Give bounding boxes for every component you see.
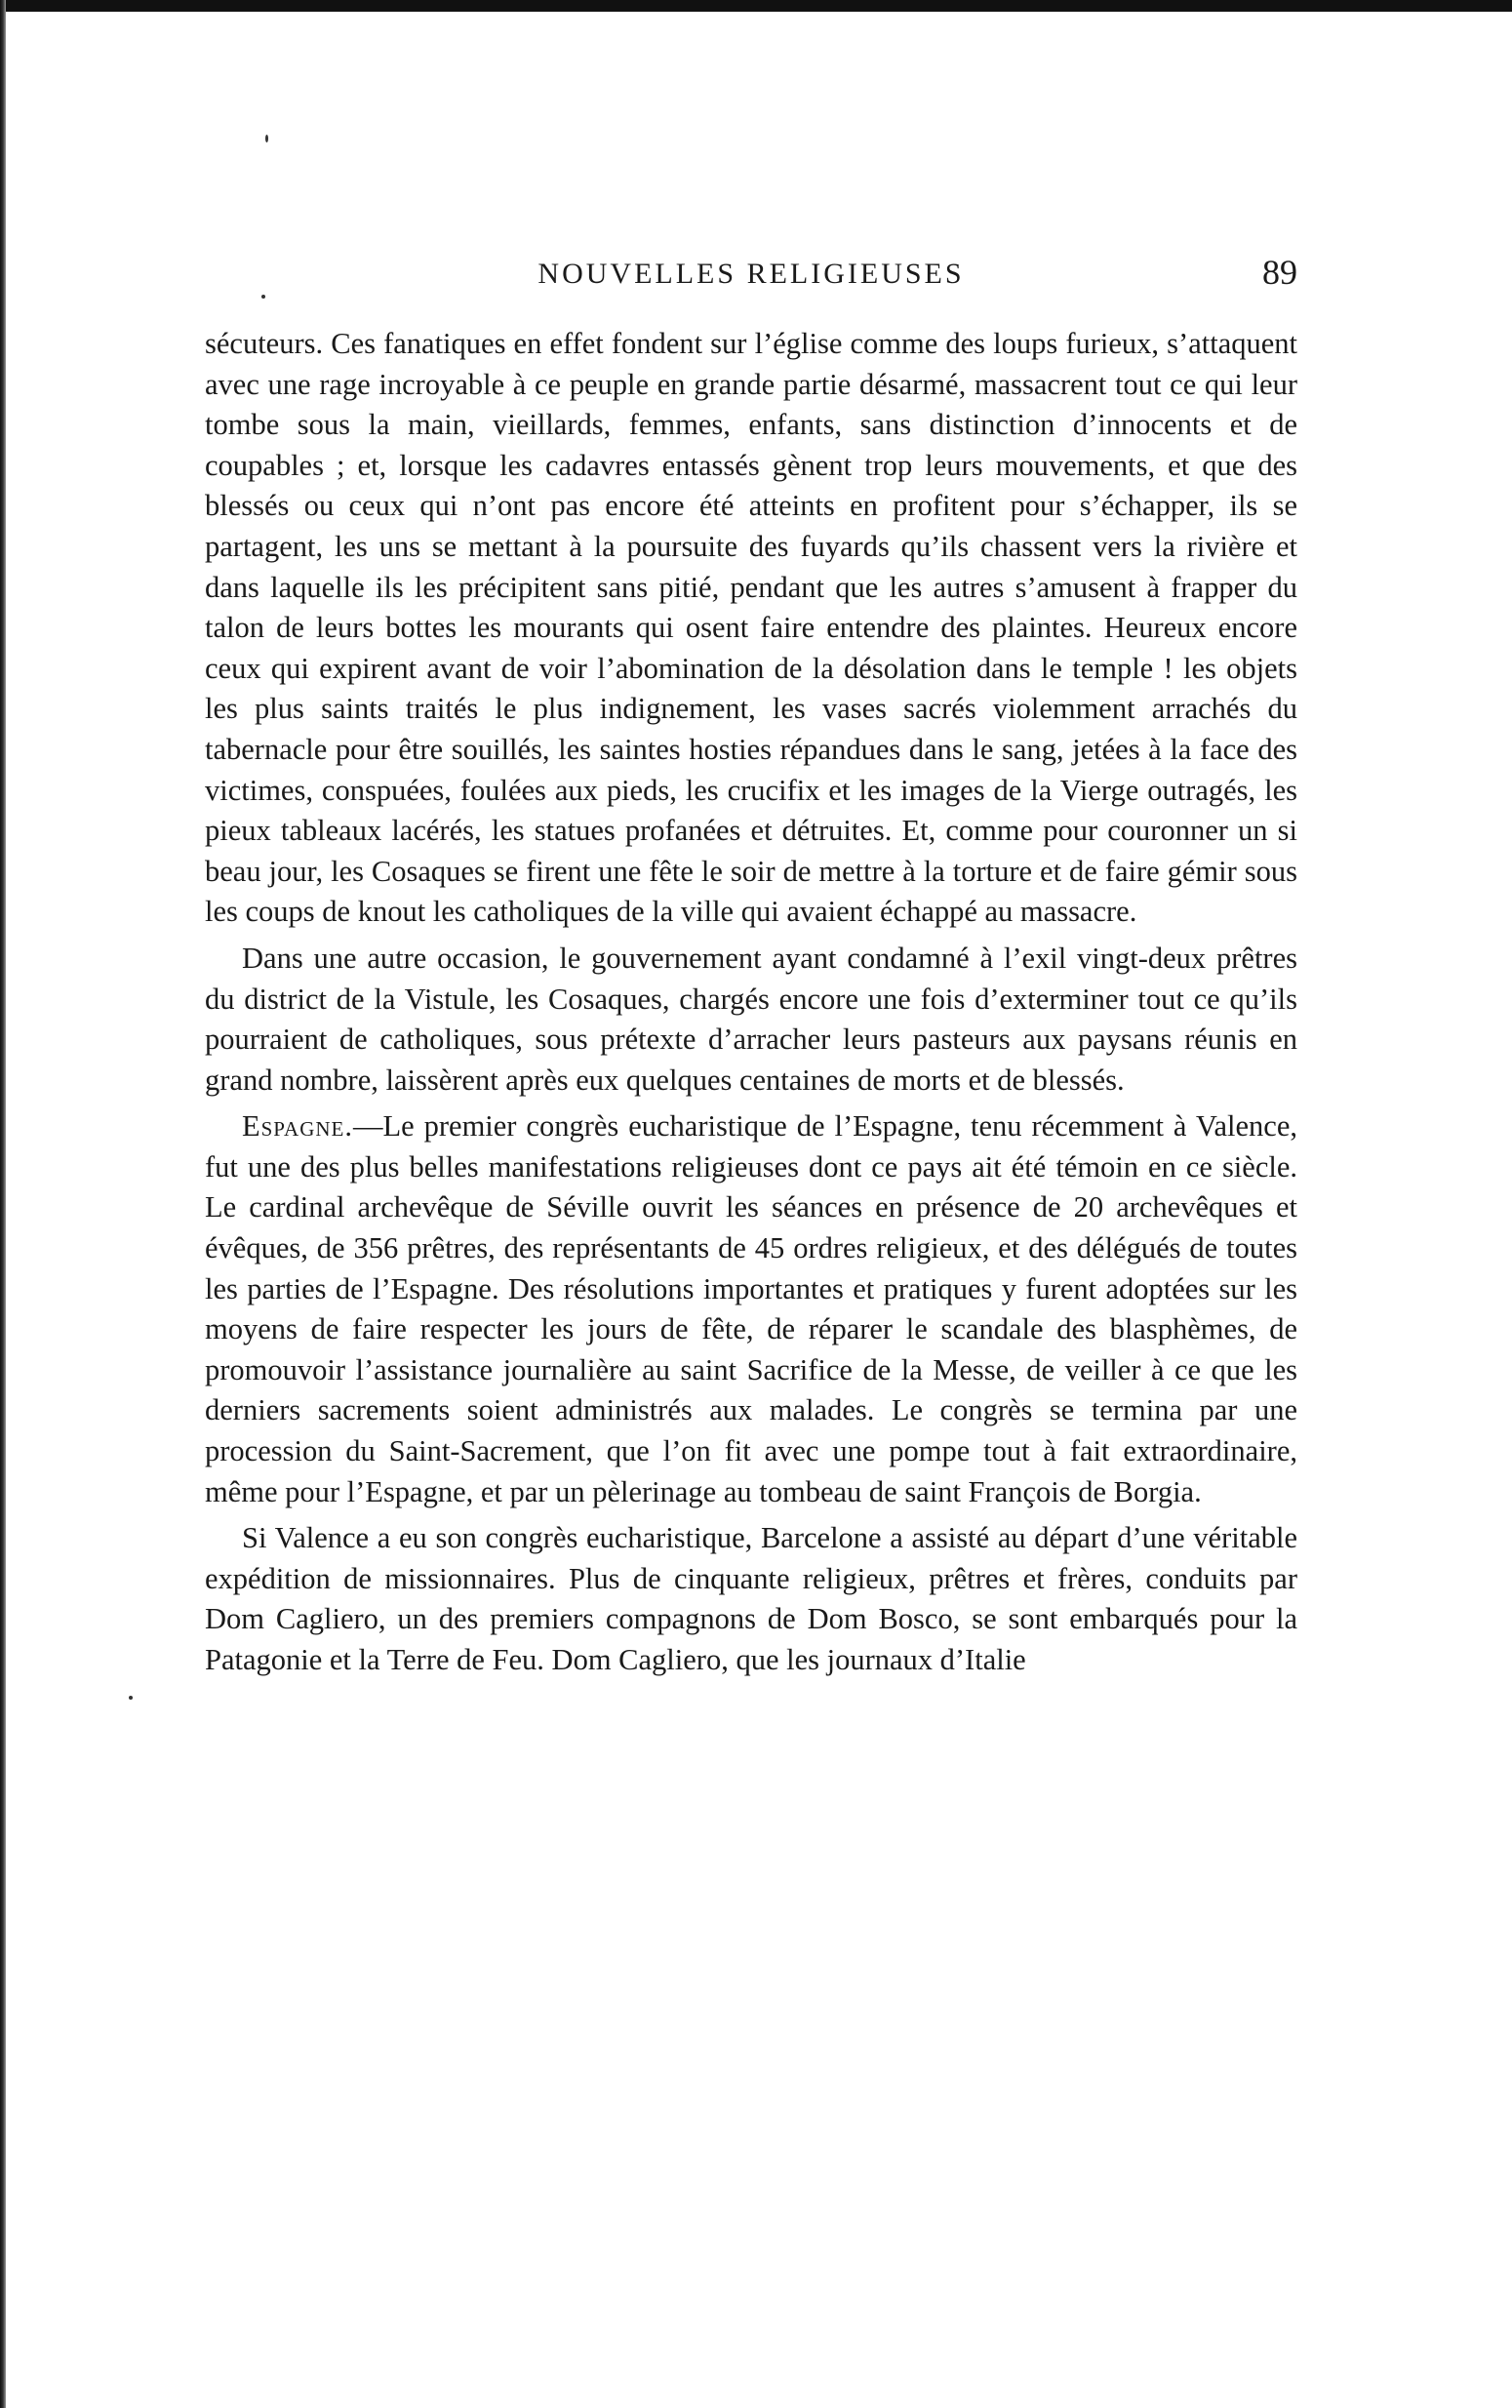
scan-speck <box>129 1696 133 1700</box>
section-lead: Espagne. <box>242 1109 354 1144</box>
body-text <box>205 324 1297 1681</box>
paragraph-text: sécuteurs. Ces fanatiques en effet fondent sur l’église comme des loups furieux, s’attaquent avec une rage incroyable à ce peuple en grande partie désarmé, massacrent tout ce qui leur tombe sous la main, vieillards, femmes, enfants, sans distinction d’innocents et de coupables ; et, lorsque les cadavres entassés gènent trop leurs mouvements, et que des blessés ou ceux qui n’ont pas encore été atteints en profitent pour s’échapper, ils se partagent, les uns se mettant à la poursuite des fuyards qu’ils chassent vers la rivière et dans laquelle ils les précipitent sans pitié, pendant que les autres s’amusent à frapper du talon de leurs bottes les mourants qui osent faire entendre des plaintes. Heureux encore ceux qui expirent avant de voir l’abomination de la désolation dans le temple ! les objets les plus saints traités le plus indignement, les vases sacrés violemment arrachés du tabernacle pour être souillés, les saintes hosties répandues dans le sang, jetées à la face des victimes, conspuées, foulées aux pieds, les crucifix et les images de la Vierge outragés, les pieux tableaux lacérés, les statues profanées et détruites. Et, comme pour couronner un si beau jour, les Cosaques se firent une fête le soir de mettre à la torture et de faire gémir sous les coups de knout les catholiques de la ville qui avaient échappé au massacre. <box>205 327 1297 929</box>
page-number: 89 <box>1262 253 1297 292</box>
scan-speck <box>265 135 268 142</box>
scan-left-edge <box>0 0 6 2408</box>
page-header <box>205 252 1297 301</box>
paragraph <box>205 1518 1297 1680</box>
paragraph-espagne <box>205 1106 1297 1512</box>
paragraph-continuation <box>205 324 1297 933</box>
paragraph-text: Si Valence a eu son congrès eucharistique, Barcelone a assisté au départ d’une véritable expédition de missionnaires. Plus de cinquante religieux, prêtres et frères, conduits par Dom Cagliero, un des premiers compagnons de Dom Bosco, se sont embarqués pour la Patagonie et la Terre de Feu. Dom Cagliero, que les journaux d’Italie <box>205 1521 1297 1676</box>
paragraph <box>205 939 1297 1101</box>
running-head: NOUVELLES RELIGIEUSES <box>537 258 965 290</box>
paragraph-text: Dans une autre occasion, le gouvernement ayant condamné à l’exil vingt-deux prêtres du district de la Vistule, les Cosaques, chargés encore une fois d’exterminer tout ce qu’ils pourraient de catholiques, sous prétexte d’arracher leurs pasteurs aux paysans réunis en grand nombre, laissèrent après eux quelques centaines de morts et de blessés. <box>205 941 1297 1097</box>
scan-top-edge <box>0 0 1512 12</box>
paragraph-text: —Le premier congrès eucharistique de l’Espagne, tenu récemment à Valence, fut une des plus belles manifestations religieuses dont ce pays ait été témoin en ce siècle. Le cardinal archevêque de Séville ouvrit les séances en présence de 20 archevêques et évêques, de 356 prêtres, des représentants de 45 ordres religieux, et des délégués de toutes les parties de l’Espagne. Des résolutions importantes et pratiques y furent adoptées sur les moyens de faire respecter les jours de fête, de réparer le scandale des blasphèmes, de promouvoir l’assistance journalière au saint Sacrifice de la Messe, de veiller à ce que les derniers sacrements soient administrés aux malades. Le congrès se termina par une procession du Saint-Sacrement, que l’on fit avec une pompe tout à fait extraordinaire, même pour l’Espagne, et par un pèlerinage au tombeau de saint François de Borgia. <box>205 1109 1297 1508</box>
